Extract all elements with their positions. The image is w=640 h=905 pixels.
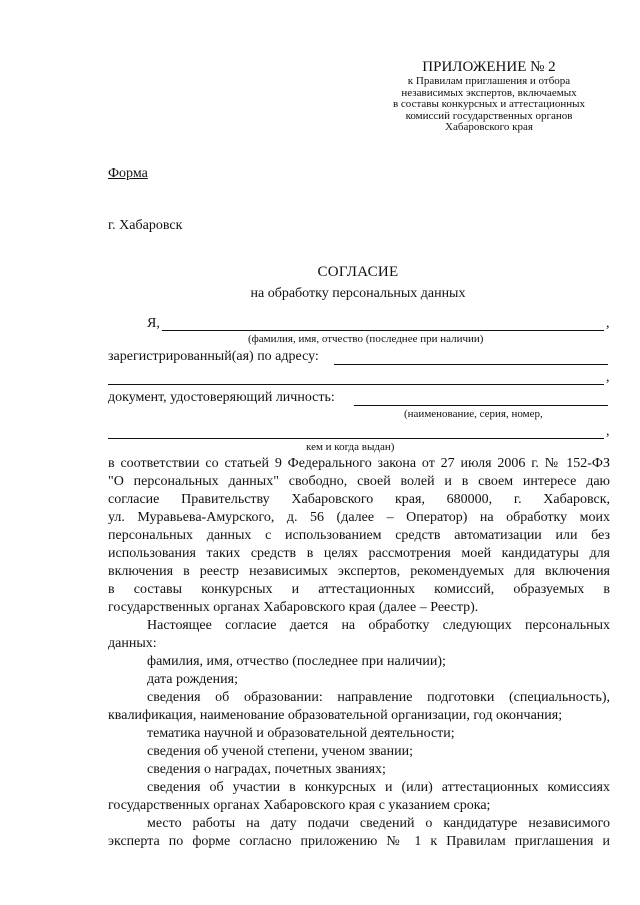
address-label: зарегистрированный(ая) по адресу: xyxy=(108,349,319,364)
item-commissions: сведения об участии в конкурсных и (или) аттестационных комиссиях xyxy=(147,780,610,795)
document-label: документ, удостоверяющий личность: xyxy=(108,390,335,405)
address-field-line[interactable] xyxy=(334,364,608,365)
item-work: место работы на дату подачи сведений о кандидатуре независимого xyxy=(147,816,610,831)
paragraph-line: использования таких средств в целях рассмотрения моей кандидатуры для xyxy=(108,546,610,561)
paragraph-line: ул. Муравьева-Амурского, д. 56 (далее – Оператор) на обработку моих xyxy=(108,510,610,525)
item-commissions-cont: государственных органах Хабаровского края с указанием срока; xyxy=(108,798,491,813)
document-field-line[interactable] xyxy=(354,405,608,406)
item-birth: дата рождения; xyxy=(147,672,238,687)
consent-intro: Настоящее согласие дается на обработку следующих персональных xyxy=(147,618,610,633)
appendix-title: ПРИЛОЖЕНИЕ № 2 xyxy=(422,59,556,75)
paragraph-line: в составы конкурсных и аттестационных комиссий, образуемых в xyxy=(108,582,610,597)
document-hint: (наименование, серия, номер, xyxy=(404,408,543,420)
appendix-header xyxy=(372,58,606,134)
paragraph-line: "О персональных данных" свободно, своей волей и в своем интересе даю xyxy=(108,474,610,489)
paragraph-line: персональных данных с использованием средств автоматизации или без xyxy=(108,528,610,543)
appendix-line: в составы конкурсных и аттестационных xyxy=(392,98,586,111)
item-fio: фамилия, имя, отчество (последнее при наличии); xyxy=(147,654,446,669)
item-topics: тематика научной и образовательной деятельности; xyxy=(147,726,455,741)
appendix-line: независимых экспертов, включаемых xyxy=(401,86,577,99)
form-label: Форма xyxy=(108,166,148,181)
fio-hint: (фамилия, имя, отчество (последнее при наличии) xyxy=(248,333,484,345)
issued-hint: кем и когда выдан) xyxy=(306,441,395,453)
item-education-cont: квалификация, наименование образовательной организации, год окончания; xyxy=(108,708,563,723)
item-degree: сведения об ученой степени, ученом звании; xyxy=(147,744,414,759)
appendix-line: к Правилам приглашения и отбора xyxy=(407,75,571,87)
item-education: сведения об образовании: направление подготовки (специальность), xyxy=(147,690,610,705)
issued-comma: , xyxy=(606,424,610,439)
document-subtitle: на обработку персональных данных xyxy=(250,286,466,301)
fio-comma: , xyxy=(606,316,610,331)
paragraph-line: в соответствии со статьей 9 Федерального закона от 27 июля 2006 г. № 152-ФЗ xyxy=(108,456,610,471)
appendix-line: комиссий государственных органов xyxy=(405,109,573,122)
item-awards: сведения о наградах, почетных званиях; xyxy=(147,762,386,777)
item-work-cont: эксперта по форме согласно приложению № 1 к Правилам приглашения и xyxy=(108,834,610,849)
appendix-line: Хабаровского края xyxy=(445,121,533,134)
document-title: СОГЛАСИЕ xyxy=(317,264,399,280)
i-prefix: Я, xyxy=(147,316,160,331)
paragraph-line: согласие Правительству Хабаровского края, 680000, г. Хабаровск, xyxy=(108,492,610,507)
address-field-line-2[interactable] xyxy=(108,384,604,385)
fio-field-line[interactable] xyxy=(162,330,604,331)
address-comma: , xyxy=(606,370,610,385)
city-label: г. Хабаровск xyxy=(108,218,183,233)
consent-intro-cont: данных: xyxy=(108,636,157,651)
issued-field-line[interactable] xyxy=(108,438,604,439)
paragraph-line: включения в реестр независимых экспертов, рекомендуемых для включения xyxy=(108,564,610,579)
paragraph-last-line: государственных органах Хабаровского края (далее – Реестр). xyxy=(108,600,479,615)
